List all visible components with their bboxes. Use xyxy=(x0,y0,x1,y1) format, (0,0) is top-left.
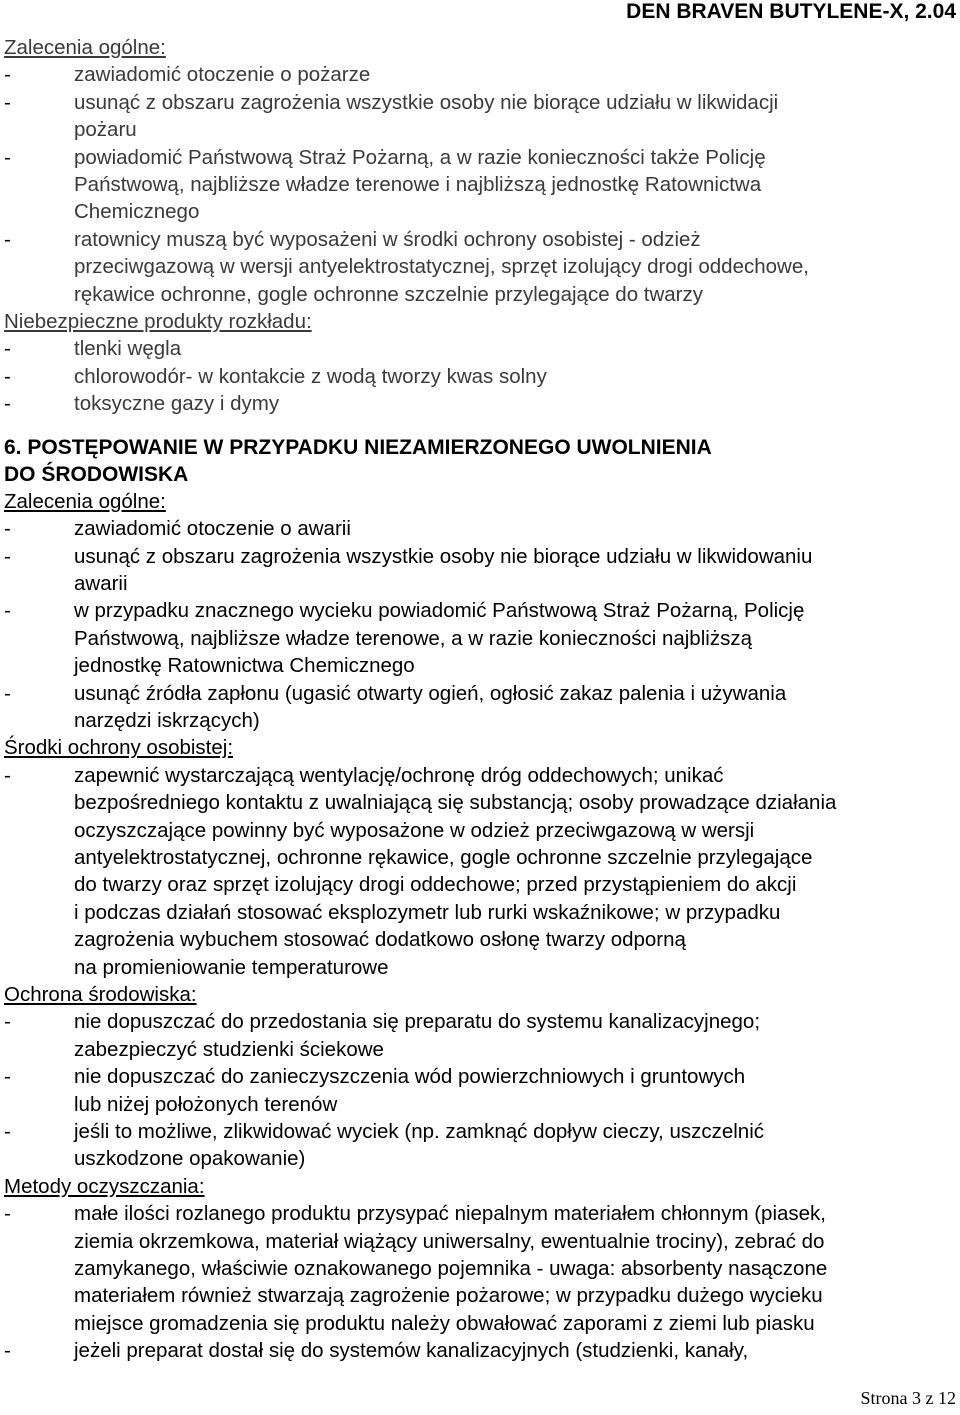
text-line: nie dopuszczać do zanieczyszczenia wód powierzchniowych i gruntowych xyxy=(74,1065,746,1089)
list-bullet: - xyxy=(4,145,11,169)
list-item xyxy=(4,144,956,226)
list-item xyxy=(4,543,956,598)
document-body xyxy=(4,34,956,1365)
list-bullet: - xyxy=(4,517,11,541)
subsection xyxy=(4,34,956,308)
section-6-heading-line1: 6. POSTĘPOWANIE W PRZYPADKU NIEZAMIERZONEGO UWOLNIENIA xyxy=(4,435,712,459)
subsection xyxy=(4,734,956,981)
list-item-text xyxy=(74,1008,956,1063)
text-line: pożaru xyxy=(74,118,137,142)
text-line: usunąć z obszaru zagrożenia wszystkie osoby nie biorące udziału w likwidacji xyxy=(74,90,779,114)
subsection-title: Zalecenia ogólne: xyxy=(4,36,166,59)
list-item-text xyxy=(74,226,956,308)
text-line: oczyszczające powinny być wyposażone w odzież przeciwgazową w wersji xyxy=(74,818,755,842)
list-item-text xyxy=(74,515,956,542)
text-line: nie dopuszczać do przedostania się preparatu do systemu kanalizacyjnego; xyxy=(74,1010,761,1034)
list-item xyxy=(4,597,956,679)
text-line: miejsce gromadzenia się produktu należy obwałować zaporami z ziemi lub piasku xyxy=(74,1311,815,1335)
subsection xyxy=(4,1173,956,1365)
text-line: zawiadomić otoczenie o pożarze xyxy=(74,63,371,87)
document-header: DEN BRAVEN BUTYLENE-X, 2.04 xyxy=(626,0,956,23)
text-line: przeciwgazową w wersji antyelektrostatycznej, sprzęt izolujący drogi oddechowe, xyxy=(74,255,809,279)
text-line: narzędzi iskrzących) xyxy=(74,708,260,732)
list-bullet: - xyxy=(4,364,11,388)
text-line: rękawice ochronne, gogle ochronne szczelnie przylegające do twarzy xyxy=(74,282,704,306)
list-bullet: - xyxy=(4,599,11,623)
list-bullet: - xyxy=(4,337,11,361)
section-6-heading-line2: DO ŚRODOWISKA xyxy=(4,462,189,486)
subsection-title: Metody oczyszczania: xyxy=(4,1174,205,1198)
text-line: ratownicy muszą być wyposażeni w środki ochrony osobistej - odzież xyxy=(74,227,701,251)
list-item xyxy=(4,515,956,542)
list-item-text xyxy=(74,390,956,417)
list-item-text xyxy=(74,144,956,226)
list-bullet: - xyxy=(4,681,11,705)
subsection-title: Niebezpieczne produkty rozkładu: xyxy=(4,310,312,334)
list-bullet: - xyxy=(4,90,11,114)
list-item xyxy=(4,363,956,390)
text-line: na promieniowanie temperaturowe xyxy=(74,955,389,979)
list-item xyxy=(4,762,956,981)
text-line: Państwową, najbliższe władze terenowe, a w razie konieczności najbliższą xyxy=(74,626,752,650)
list-item-text xyxy=(74,680,956,735)
text-line: zapewnić wystarczającą wentylację/ochronę dróg oddechowych; unikać xyxy=(74,763,724,787)
subsection-title: Ochrona środowiska: xyxy=(4,983,197,1006)
text-line: w przypadku znacznego wycieku powiadomić Państwową Straż Pożarną, Policję xyxy=(74,599,805,623)
text-line: awarii xyxy=(74,571,128,595)
text-line: antyelektrostatycznej, ochronne rękawice, gogle ochronne szczelnie przylegające xyxy=(74,845,813,869)
list-item-text xyxy=(74,543,956,598)
list-item xyxy=(4,1200,956,1337)
list-item-text xyxy=(74,1118,956,1173)
text-line: do twarzy oraz sprzęt izolujący drogi oddechowe; przed przystąpieniem do akcji xyxy=(74,873,797,897)
list-bullet: - xyxy=(4,1010,11,1034)
text-line: ziemia okrzemkowa, materiał wiążący uniwersalny, ewentualnie trociny), zebrać do xyxy=(74,1229,825,1253)
subsection xyxy=(4,308,956,418)
text-line: lub niżej położonych terenów xyxy=(74,1092,338,1116)
text-line: powiadomić Państwową Straż Pożarną, a w razie konieczności także Policję xyxy=(74,145,766,169)
text-line: zabezpieczyć studzienki ściekowe xyxy=(74,1037,384,1061)
list-item xyxy=(4,390,956,417)
page-number: Strona 3 z 12 xyxy=(860,1388,956,1408)
text-line: materiałem również stwarzają zagrożenie pożarowe; w przypadku dużego wycieku xyxy=(74,1284,823,1308)
text-line: usunąć z obszaru zagrożenia wszystkie osoby nie biorące udziału w likwidowaniu xyxy=(74,544,813,568)
list-item xyxy=(4,1063,956,1118)
section-gap xyxy=(4,418,956,434)
list-bullet: - xyxy=(4,63,11,87)
list-item-text xyxy=(74,762,956,981)
text-line: jeśli to możliwe, zlikwidować wyciek (np. zamknąć dopływ cieczy, uszczelnić xyxy=(74,1120,765,1144)
list-bullet: - xyxy=(4,544,11,568)
subsection xyxy=(4,488,956,735)
list-item-text xyxy=(74,597,956,679)
text-line: i podczas działań stosować eksplozymetr lub rurki wskaźnikowe; w przypadku xyxy=(74,900,781,924)
list-item xyxy=(4,680,956,735)
text-line: zagrożenia wybuchem stosować dodatkowo osłonę twarzy odporną xyxy=(74,928,686,952)
list-item-text xyxy=(74,1200,956,1337)
list-item-text xyxy=(74,363,956,390)
subsection-title: Zalecenia ogólne: xyxy=(4,489,166,513)
list-item xyxy=(4,61,956,88)
text-line: uszkodzone opakowanie) xyxy=(74,1147,306,1171)
text-line: toksyczne gazy i dymy xyxy=(74,392,280,416)
list-item-text xyxy=(74,1337,956,1364)
text-line: chlorowodór- w kontakcie z wodą tworzy kwas solny xyxy=(74,364,547,388)
list-bullet: - xyxy=(4,763,11,787)
list-item xyxy=(4,1337,956,1364)
list-item-text xyxy=(74,89,956,144)
text-line: zamykanego, właściwie oznakowanego pojemnika - uwaga: absorbenty nasączone xyxy=(74,1257,828,1281)
list-bullet: - xyxy=(4,227,11,251)
list-item-text xyxy=(74,1063,956,1118)
list-bullet: - xyxy=(4,1065,11,1089)
list-bullet: - xyxy=(4,392,11,416)
text-line: małe ilości rozlanego produktu przysypać niepalnym materiałem chłonnym (piasek, xyxy=(74,1202,827,1226)
list-item-text xyxy=(74,61,956,88)
text-line: tlenki węgla xyxy=(74,337,182,361)
text-line: zawiadomić otoczenie o awarii xyxy=(74,517,351,541)
text-line: jednostkę Ratownictwa Chemicznego xyxy=(74,654,415,678)
list-bullet: - xyxy=(4,1120,11,1144)
section-6-body xyxy=(4,488,956,1365)
list-bullet: - xyxy=(4,1202,11,1226)
fire-recommendations-area xyxy=(4,34,956,418)
text-line: bezpośredniego kontaktu z uwalniającą się substancją; osoby prowadzące działania xyxy=(74,791,837,815)
text-line: usunąć źródła zapłonu (ugasić otwarty ogień, ogłosić zakaz palenia i używania xyxy=(74,681,787,705)
list-item xyxy=(4,335,956,362)
subsection-title: Środki ochrony osobistej: xyxy=(4,736,234,760)
list-item xyxy=(4,89,956,144)
section-6-heading xyxy=(4,434,956,488)
subsection xyxy=(4,981,956,1173)
list-item xyxy=(4,1118,956,1173)
text-line: jeżeli preparat dostał się do systemów kanalizacyjnych (studzienki, kanały, xyxy=(74,1339,749,1363)
text-line: Państwową, najbliższe władze terenowe i najbliższą jednostkę Ratownictwa xyxy=(74,173,762,197)
list-item xyxy=(4,1008,956,1063)
list-item-text xyxy=(74,335,956,362)
list-bullet: - xyxy=(4,1339,11,1363)
text-line: Chemicznego xyxy=(74,200,200,224)
list-item xyxy=(4,226,956,308)
